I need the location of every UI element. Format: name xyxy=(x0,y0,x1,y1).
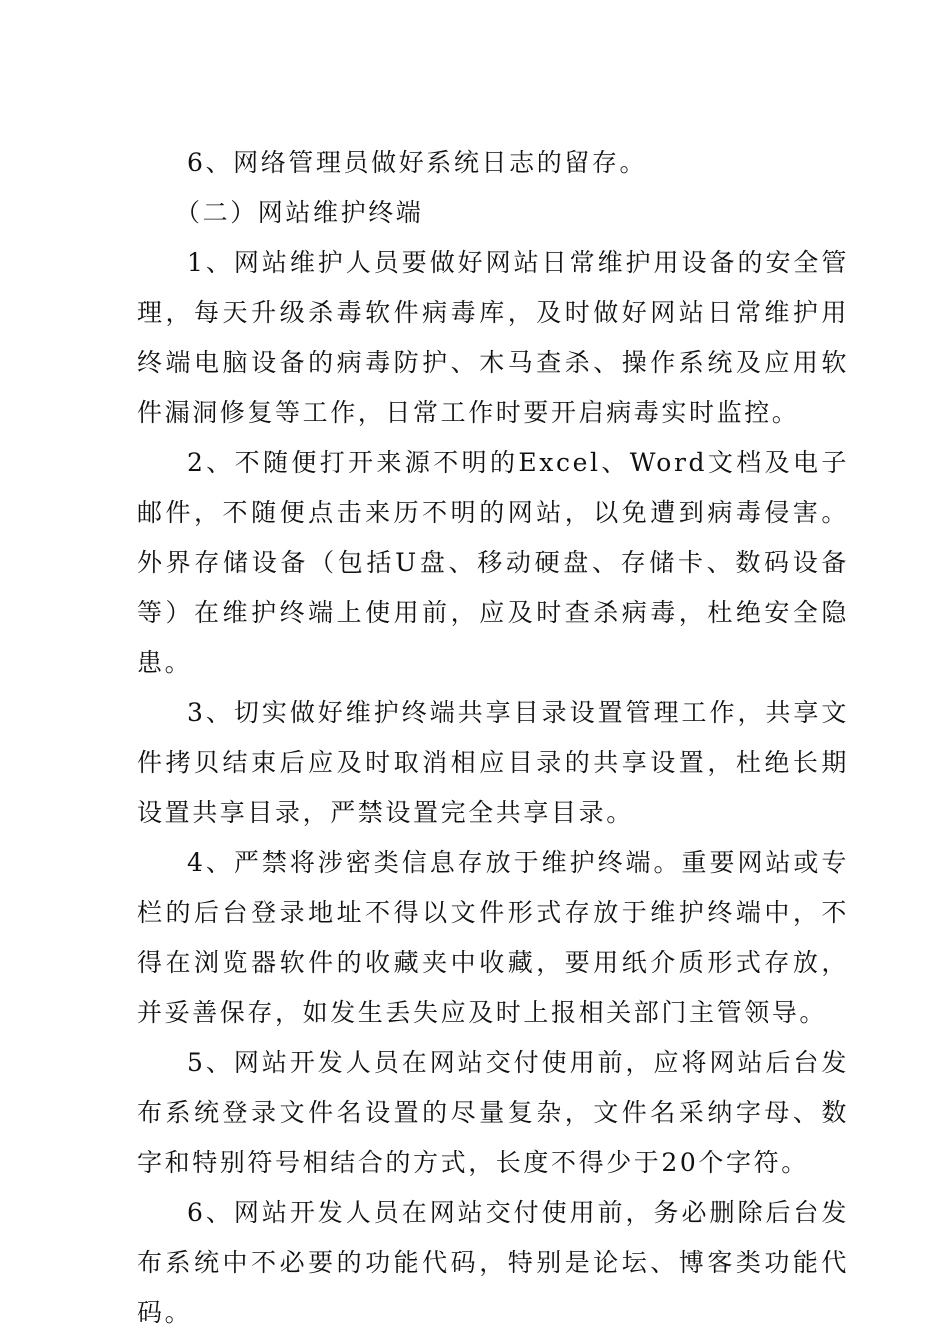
paragraph-item-5: 5、网站开发人员在网站交付使用前，应将网站后台发布系统登录文件名设置的尽量复杂，文件名采纳字母、数字和特别符号相结合的方式，长度不得少于20个字符。 xyxy=(137,1048,849,1177)
paragraph-log-retention: 6、网络管理员做好系统日志的留存。 xyxy=(187,148,648,177)
paragraph-item-2: 2、不随便打开来源不明的Excel、Word文档及电子邮件，不随便点击来历不明的网站，以免遭到病毒侵害。外界存储设备（包括U盘、移动硬盘、存储卡、数码设备等）在维护终端上使用前，应及时查杀病毒，杜绝安全隐患。 xyxy=(137,448,849,677)
paragraph-item-1: 1、网站维护人员要做好网站日常维护用设备的安全管理，每天升级杀毒软件病毒库，及时做好网站日常维护用终端电脑设备的病毒防护、木马查杀、操作系统及应用软件漏洞修复等工作，日常工作时要开启病毒实时监控。 xyxy=(137,248,849,427)
section-heading-maintenance-terminal: （二）网站维护终端 xyxy=(175,198,424,227)
paragraph-item-3: 3、切实做好维护终端共享目录设置管理工作，共享文件拷贝结束后应及时取消相应目录的共享设置，杜绝长期设置共享目录，严禁设置完全共享目录。 xyxy=(137,698,849,827)
paragraph-item-4: 4、严禁将涉密类信息存放于维护终端。重要网站或专栏的后台登录地址不得以文件形式存放于维护终端中，不得在浏览器软件的收藏夹中收藏，要用纸介质形式存放，并妥善保存，如发生丢失应及时上报相关部门主管领导。 xyxy=(137,848,849,1027)
paragraph-item-6: 6、网站开发人员在网站交付使用前，务必删除后台发布系统中不必要的功能代码，特别是论坛、博客类功能代码。 xyxy=(137,1198,849,1327)
document-body xyxy=(137,138,849,1338)
